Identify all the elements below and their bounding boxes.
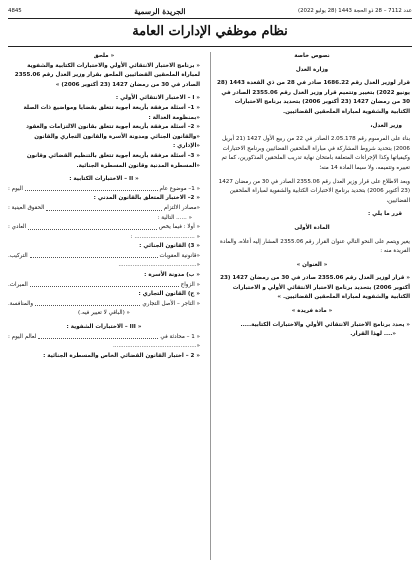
section-2-item-2: « 2– الاختبار المتعلق بالقانون المدني : <box>93 195 200 202</box>
ministry-heading: وزارة العدل <box>295 66 329 73</box>
section-2-heading: « II – الاختبارات الكتابية : <box>69 176 139 183</box>
right-column <box>214 52 410 562</box>
header-rule <box>8 18 412 19</box>
section-1-heading: « I – الاختبار الانتقائي الأولي : <box>115 95 200 102</box>
single-article-text: « يحدد برنامج الاختبار الانتقائي الأولي والاختبارات الكتابية..... <box>240 321 410 328</box>
section-2-b: « .................................. : <box>130 233 200 240</box>
title-quote: « قرار لوزير العدل رقم 2355.06 صادر في 30 من رمضان 1427 (23 أكتوبر 2006) بتحديد برنامج الاختبار الانتقائي الأولي و الاختبارات الكتابية والشفوية لمباراة الملحقين القضائيين. » <box>220 275 410 301</box>
annex-heading: « ملحق <box>93 53 115 59</box>
title-label: « العنوان » <box>296 261 328 268</box>
item-tail: الميراث. <box>8 281 28 288</box>
item-tail: لعالم اليوم : <box>8 333 37 340</box>
item-lead: « 1– موضوع عام <box>159 185 200 192</box>
section-2-first <box>8 223 200 233</box>
article-1-heading: المادة الأولى <box>294 224 330 231</box>
dotted-leader <box>35 300 140 307</box>
section-1-item-3b: «المسطرة المدنية وقانون المسطرة الجنائية. <box>76 162 200 169</box>
issue-info: عدد 7112 – 28 ذو الحجة 1443 (28 يوليو 2022) <box>297 8 412 14</box>
dotted-leader <box>46 204 161 211</box>
article-1-text: يغير ويتمم على النحو التالي عنوان القرار رقم 2355.06 المشار إليه أعلاه، والمادة الفريدة منه : <box>220 238 410 255</box>
item-lead: « الزواج <box>180 281 200 288</box>
decree-title: قرار لوزير العدل رقم 1686.22 صادر في 28 من ذي القعدة 1443 (28 يونيو 2022) بتغيير وتتميم قرار وزير العدل رقم 2355.06 الصادر في 30 من رمضان 1427 (23 أكتوبر 2006) بتحديد برنامج الاختبارات الكتابية والشفوية لمباراة الملحقين القضائيين. <box>217 80 410 115</box>
item-tail: والمنافسة. <box>8 300 34 307</box>
page-number: 4845 <box>8 8 22 14</box>
item-lead: «قانونية العقوبات <box>159 252 200 259</box>
section-2-sources <box>8 204 200 214</box>
dotted-leader <box>38 333 158 340</box>
gazette-header <box>8 4 412 18</box>
section-2-a: « ...... التالية : <box>157 214 192 221</box>
section-2-merchant <box>8 300 200 310</box>
gazette-name: الجريدة الرسمية <box>134 6 186 16</box>
section-2-penal <box>8 252 200 262</box>
item-tail: الحقوق العينية : <box>8 204 45 211</box>
item-tail: التركيب. <box>8 252 28 259</box>
single-article-tail: «.... لهذا القرار. <box>350 331 396 338</box>
section-3-heading: « III – الاختبارات الشفوية : <box>66 324 142 331</box>
section-2-unchanged: « (الباقي لا تغيير فيه.) <box>78 310 130 317</box>
minister-line: وزير العدل، <box>370 122 402 129</box>
dotted-leader <box>25 185 158 192</box>
section-2-family: « ب) مدونة الأسرة : <box>144 272 200 279</box>
preamble-1: بناء على المرسوم رقم 2.05.178 الصادر في 22 من ربيع الأول 1427 (21 أبريل 2006) بتحديد شروط المشاركة في مباراة الملحقين القضائيين وبرنامج الاختبارات وكيفياتها وكذا الإجراءات المتعلقة بامتحان نهاية تدريب الملحقين المذكورين، كما تم تغييره وتتميمه، ولا سيما المادة 14 منه؛ <box>221 136 410 171</box>
item-lead: « أولا : فيما يخص <box>158 224 200 231</box>
section-1-item-2b: «والقانون الجنائي ومدونة الأسرة والقانون التجاري والقانون <box>34 133 200 140</box>
item-lead: «مصادر الالتزام <box>163 204 200 211</box>
single-article-heading: « مادة فريدة » <box>291 308 333 315</box>
item-lead: « التاجر – الأصل التجاري <box>142 300 200 307</box>
page-title: نظام موظفي الإدارات العامة <box>132 24 288 39</box>
section-2-item-3: « 3) القانون الجنائي : <box>139 243 200 250</box>
preamble-2: وبعد الاطلاع على قرار وزير العدل رقم 2355.06 الصادر في 30 من رمضان 1427 (23 أكتوبر 2006) بتحديد برنامج الاختبارات الكتابية والشفوية لمباراة الملحقين القضائيين، <box>218 178 410 204</box>
annex-description: « برنامج الاختبار الانتقائي الأولي والاختبارات الكتابية والشفوية لمباراة الملحقين القضائيين الملحق بقرار وزير العدل رقم 2355.06 الصادر في 30 من رمضان 1427 (23 أكتوبر 2006) » <box>14 62 200 88</box>
title-rule <box>8 46 412 47</box>
item-lead: « 1 – محادثة في <box>160 333 200 340</box>
section-heading: نصوص خاصة <box>294 53 330 59</box>
section-1-item-1: « 1– أسئلة مرفقة بأربعة أجوبة تتعلق بقضايا ومواضيع ذات الصلة <box>23 104 200 111</box>
section-2-c: «............................................ <box>118 262 200 269</box>
section-1-item-2: « 2– أسئلة مرفقة بأربعة أجوبة تتعلق بقانون الالتزامات والعقود <box>26 124 200 131</box>
section-2-commercial: « ج) القانون التجاري : <box>138 291 200 298</box>
section-1-item-1b: «بمنظومة العدالة : <box>148 114 200 121</box>
dotted-leader <box>30 252 158 259</box>
decides-line: قرر ما يلي : <box>367 211 402 218</box>
section-2-item-1 <box>8 185 200 195</box>
section-3-item-2: « 2 – اختبار القانون القضائي الخاص والمسطرة الجنائية : <box>43 352 200 359</box>
section-3-d: «............................................... <box>113 343 200 350</box>
section-3-item-1 <box>8 333 200 343</box>
dotted-leader <box>30 281 179 288</box>
dotted-leader <box>28 223 157 230</box>
column-divider <box>210 52 211 560</box>
section-1-item-2c: «الإداري : <box>172 143 200 150</box>
item-tail: العادي : <box>8 224 27 231</box>
section-2-marriage <box>8 281 200 291</box>
section-1-item-3: « 3– أسئلة مرفقة بأربعة أجوبة تتعلق بالتنظيم القضائي وقانون <box>26 152 200 159</box>
item-tail: اليوم : <box>8 185 23 192</box>
left-column <box>8 52 200 562</box>
